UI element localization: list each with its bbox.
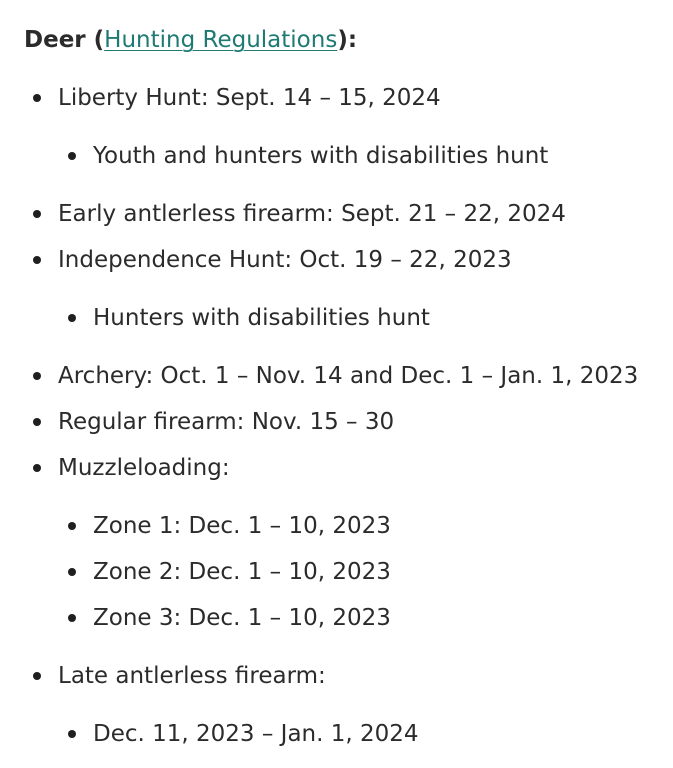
sub-list-item bbox=[58, 556, 664, 588]
sub-list bbox=[58, 140, 664, 172]
bullet-icon bbox=[33, 256, 41, 264]
sub-label: Hunters with disabilities hunt bbox=[93, 305, 430, 331]
list-item bbox=[24, 82, 664, 184]
bullet-icon bbox=[68, 568, 76, 576]
bullet-icon bbox=[33, 210, 41, 218]
bullet-icon bbox=[68, 152, 76, 160]
bullet-icon bbox=[33, 464, 41, 472]
bullet-icon bbox=[68, 614, 76, 622]
heading-title: Deer bbox=[24, 27, 86, 53]
season-label: Independence Hunt: Oct. 19 – 22, 2023 bbox=[58, 247, 512, 273]
list-item bbox=[24, 244, 664, 346]
sub-label: Youth and hunters with disabilities hunt bbox=[93, 143, 549, 169]
sub-label: Zone 2: Dec. 1 – 10, 2023 bbox=[93, 559, 391, 585]
bullet-icon bbox=[33, 418, 41, 426]
sub-list-item bbox=[58, 602, 664, 634]
section-heading bbox=[24, 24, 664, 56]
season-label: Muzzleloading: bbox=[58, 455, 230, 481]
sub-list bbox=[58, 510, 664, 634]
sub-label: Zone 3: Dec. 1 – 10, 2023 bbox=[93, 605, 391, 631]
sub-list-item bbox=[58, 302, 664, 334]
sub-list bbox=[58, 718, 664, 750]
sub-label: Dec. 11, 2023 – Jan. 1, 2024 bbox=[93, 721, 419, 747]
sub-label: Zone 1: Dec. 1 – 10, 2023 bbox=[93, 513, 391, 539]
deer-season-section bbox=[24, 24, 664, 762]
heading-open-paren: ( bbox=[85, 27, 105, 53]
list-item bbox=[24, 360, 664, 392]
list-item bbox=[24, 452, 664, 646]
season-label: Regular firearm: Nov. 15 – 30 bbox=[58, 409, 395, 435]
season-label: Early antlerless firearm: Sept. 21 – 22, 2024 bbox=[58, 201, 566, 227]
heading-close: ): bbox=[337, 27, 358, 53]
bullet-icon bbox=[33, 372, 41, 380]
bullet-icon bbox=[68, 522, 76, 530]
season-label: Late antlerless firearm: bbox=[58, 663, 326, 689]
sub-list-item bbox=[58, 510, 664, 542]
sub-list bbox=[58, 302, 664, 334]
list-item bbox=[24, 198, 664, 230]
bullet-icon bbox=[33, 672, 41, 680]
season-list bbox=[24, 82, 664, 762]
sub-list-item bbox=[58, 718, 664, 750]
season-label: Archery: Oct. 1 – Nov. 14 and Dec. 1 – Jan. 1, 2023 bbox=[58, 363, 639, 389]
bullet-icon bbox=[68, 730, 76, 738]
bullet-icon bbox=[33, 94, 41, 102]
list-item bbox=[24, 660, 664, 762]
season-label: Liberty Hunt: Sept. 14 – 15, 2024 bbox=[58, 85, 441, 111]
hunting-regulations-link[interactable]: Hunting Regulations bbox=[104, 27, 338, 53]
bullet-icon bbox=[68, 314, 76, 322]
sub-list-item bbox=[58, 140, 664, 172]
list-item bbox=[24, 406, 664, 438]
